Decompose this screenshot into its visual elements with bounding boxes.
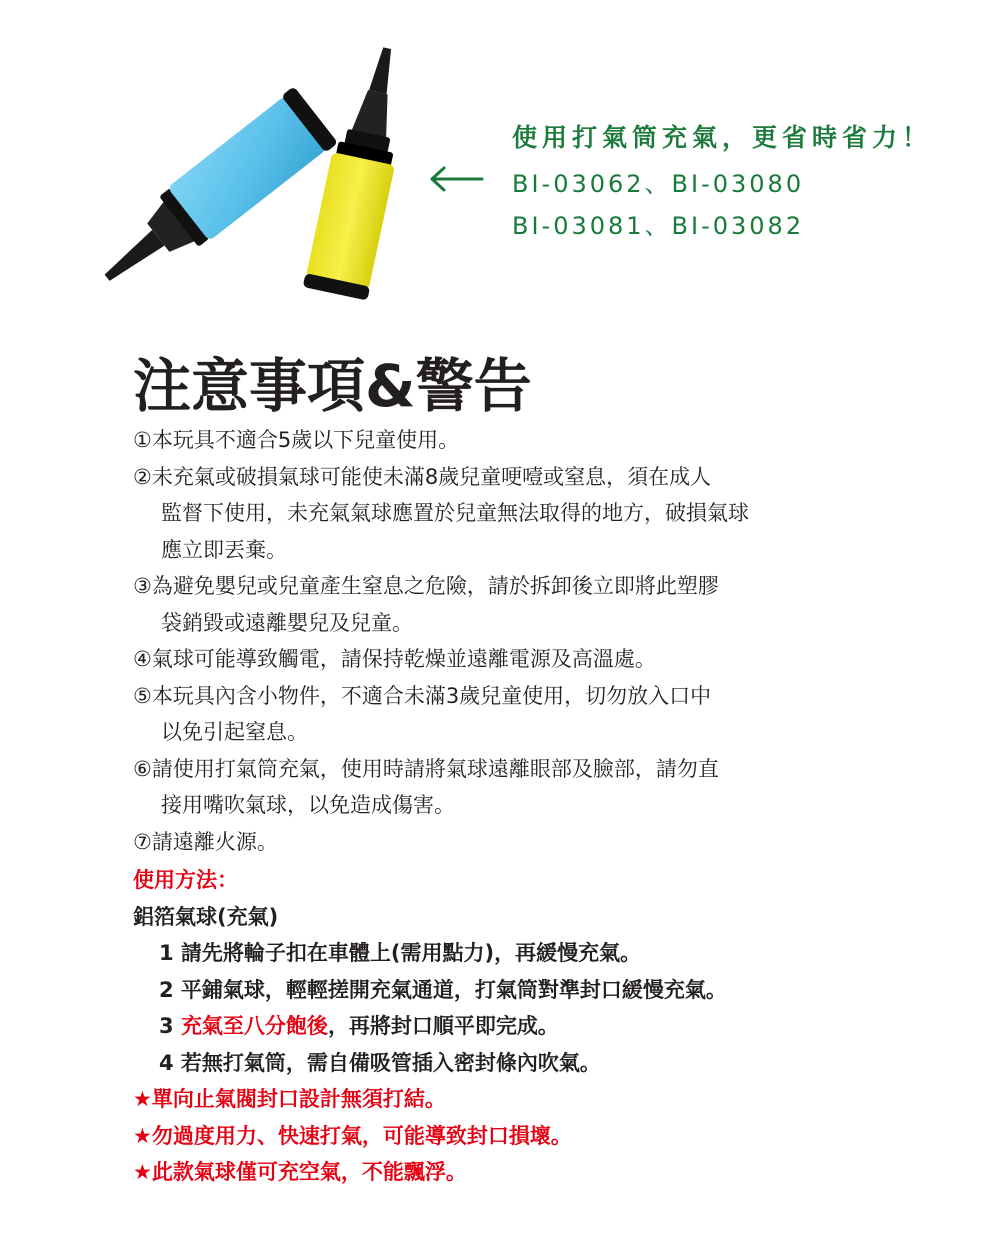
yellow-pump (303, 41, 420, 300)
warning-title: 注意事項&警告 (133, 352, 532, 420)
usage-section (133, 862, 953, 1191)
warning-item-7-line-1: ⑦請遠離火源。 (133, 829, 278, 854)
warning-item-3-line-1: ③為避免嬰兒或兒童產生窒息之危險，請於拆卸後立即將此塑膠 (133, 574, 719, 598)
usage-title: 使用方法： (133, 868, 238, 892)
warning-item-1-line-1: ①本玩具不適合5歲以下兒童使用。 (133, 428, 460, 452)
usage-step-3-highlight: 充氣至八分飽後 (180, 1014, 328, 1038)
usage-step-1: 1 請先將輪子扣在車體上(需用點力)，再緩慢充氣。 (159, 941, 642, 965)
warning-item-6-line-1: ⑥請使用打氣筒充氣，使用時請將氣球遠離眼部及臉部，請勿直 (133, 756, 719, 781)
hand-pump-icon (95, 40, 425, 300)
usage-subtitle: 鋁箔氣球(充氣) (133, 904, 279, 929)
usage-step-4: 4 若無打氣筒，需自備吸管插入密封條內吹氣。 (159, 1050, 601, 1075)
usage-note-2: ★勿過度用力、快速打氣，可能導致封口損壞。 (133, 1123, 572, 1148)
warning-item-2-line-1: ②未充氣或破損氣球可能使未滿8歲兒童哽噎或窒息，須在成人 (133, 464, 712, 489)
blue-pump (95, 86, 338, 300)
usage-step-2: 2 平鋪氣球，輕輕搓開充氣通道，打氣筒對準封口緩慢充氣。 (159, 977, 727, 1002)
usage-step-3-number: 3 (159, 1014, 181, 1038)
promo-block (512, 118, 932, 238)
usage-step-3-rest: ，再將封口順平即完成。 (327, 1014, 559, 1038)
arrow-left-icon (428, 166, 484, 192)
model-numbers-line-2: BI-03081、BI-03082 (512, 212, 805, 240)
usage-note-1: ★單向止氣閥封口設計無須打結。 (133, 1087, 446, 1111)
usage-step-3 (133, 1008, 953, 1045)
promo-tagline: 使用打氣筒充氣，更省時省力！ (512, 123, 933, 152)
warning-list (133, 422, 913, 860)
model-numbers-line-1: BI-03062、BI-03080 (512, 170, 805, 198)
warning-item-4-line-1: ④氣球可能導致觸電，請保持乾燥並遠離電源及高溫處。 (133, 647, 656, 671)
warning-item-2-line-2: 監督下使用，未充氣氣球應置於兒童無法取得的地方，破損氣球 (161, 501, 749, 525)
warning-item-2-line-3: 應立即丟棄。 (161, 537, 287, 562)
warning-item-5-line-1: ⑤本玩具內含小物件，不適合未滿3歲兒童使用，切勿放入口中 (133, 683, 712, 708)
warning-item-6-line-2: 接用嘴吹氣球，以免造成傷害。 (161, 793, 455, 817)
usage-note-3: ★此款氣球僅可充空氣，不能飄浮。 (133, 1160, 467, 1184)
warning-item-3-line-2: 袋銷毀或遠離嬰兒及兒童。 (161, 610, 413, 635)
warning-item-5-line-2: 以免引起窒息。 (161, 720, 308, 744)
